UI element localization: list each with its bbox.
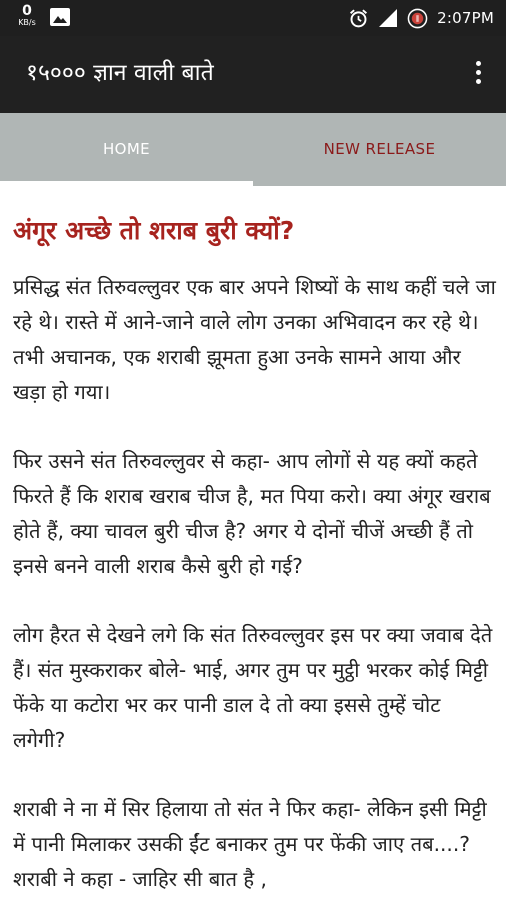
article-paragraph-2: फिर उसने संत तिरुवल्लुवर से कहा- आप लोगों से यह क्यों कहते फिरते हैं कि शराब खराब चीज है, मत पिया करो। क्या अंगूर खराब होते हैं, क्या चावल बुरी चीज है? अगर ये दोनों चीजें अच्छी हैं तो इनसे बनने वाली शराब कैसे बुरी हो गई?: [13, 449, 491, 578]
status-icons: [348, 7, 494, 29]
article-paragraph-4: शराबी ने ना में सिर हिलाया तो संत ने फिर कहा- लेकिन इसी मिट्टी में पानी मिलाकर उसकी ईंट बनाकर तुम पर फेंकी जाए तब....? शराबी ने कहा - जाहिर सी बात है ,: [13, 797, 487, 891]
alarm-icon: [348, 8, 369, 29]
network-speed-unit: KB/s: [18, 18, 36, 27]
app-bar: [0, 36, 506, 113]
tab-bar: [0, 113, 506, 186]
article-paragraph-1: प्रसिद्ध संत तिरुवल्लुवर एक बार अपने शिष्यों के साथ कहीं चले जा रहे थे। रास्ते में आने-जाने वाले लोग उनका अभिवादन कर रहे थे। तभी अचानक, एक शराबी झूमता हुआ उनके सामने आया और खड़ा हो गया।: [13, 275, 496, 404]
article-title: अंगूर अच्छे तो शराब बुरी क्यों?: [13, 216, 295, 245]
network-speed-value: 0: [22, 3, 32, 19]
signal-icon: [378, 8, 398, 28]
tab-home[interactable]: HOME: [102, 139, 151, 158]
more-vert-icon[interactable]: [468, 58, 488, 90]
tab-new-release[interactable]: NEW RELEASE: [323, 139, 436, 158]
app-title: १५००० ज्ञान वाली बाते: [26, 60, 214, 86]
gallery-icon: [50, 8, 70, 26]
battery-saver-icon: [407, 8, 428, 29]
article-paragraph-3: लोग हैरत से देखने लगे कि संत तिरुवल्लुवर इस पर क्या जवाब देते हैं। संत मुस्कराकर बोले- भाई, अगर तुम पर मुट्ठी भरकर कोई मिट्टी फेंके या कटोरा भर कर पानी डाल दे तो क्या इससे तुम्हें चोट लगेगी?: [13, 623, 493, 752]
clock-time: 2:07PM: [437, 9, 494, 27]
network-speed-indicator: [14, 4, 40, 27]
article-content[interactable]: [13, 186, 497, 900]
status-bar: [0, 0, 506, 36]
